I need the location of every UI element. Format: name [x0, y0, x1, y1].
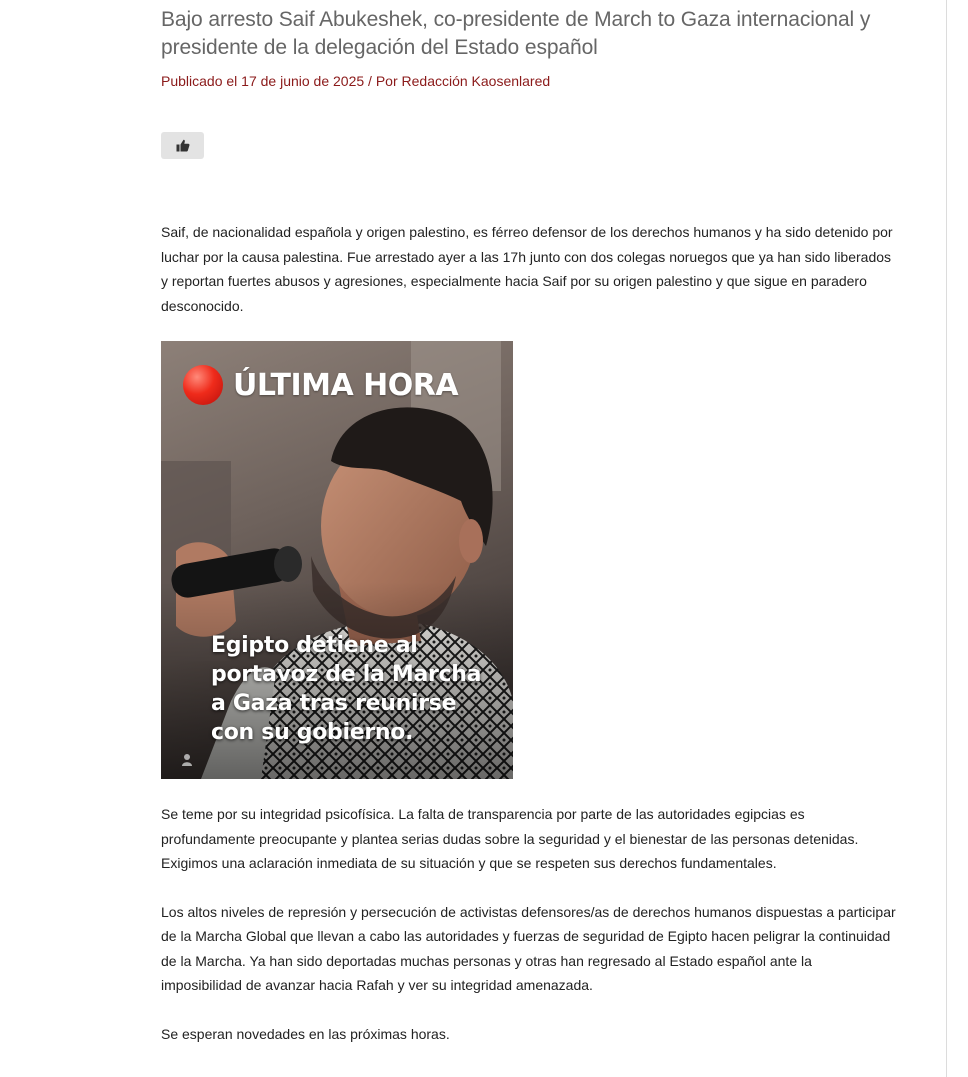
- like-button[interactable]: [161, 132, 204, 159]
- breaking-news-label: [183, 365, 458, 405]
- article-title: Bajo arresto Saif Abukeshek, co-presidente de March to Gaza internacional y presidente de la delegación del Estado español: [161, 8, 871, 59]
- article: [161, 6, 896, 1046]
- article-paragraph: Los altos niveles de represión y persecución de activistas defensores/as de derechos humanos dispuestas a participar de la Marcha Global que llevan a cabo las autoridades y fuerzas de seguridad de Egipto hacen peligrar la continuidad de la Marcha. Ya han sido deportadas muchas personas y otras han regresado al Estado español ante la imposibilidad de avanzar hacia Rafah y ver su integridad amenazada.: [161, 903, 896, 993]
- image-caption-line: portavoz de la Marcha: [211, 662, 482, 687]
- article-meta[interactable]: Publicado el 17 de junio de 2025 / Por Redacción Kaosenlared: [161, 73, 551, 89]
- page-right-border: [946, 0, 947, 1077]
- image-caption-line: a Gaza tras reunirse: [211, 691, 457, 716]
- news-image: [161, 341, 513, 779]
- thumbs-up-icon: [176, 139, 190, 152]
- article-paragraph: Se teme por su integridad psicofísica. La falta de transparencia por parte de las autoridades egipcias es profundamente preocupante y plantea serias dudas sobre la seguridad y el bienestar de las personas detenidas. Exigimos una aclaración inmediata de su situación y que se respeten sus derechos fundamentales.: [161, 806, 859, 871]
- image-caption: [211, 631, 511, 747]
- image-caption-line: Egipto detiene al: [211, 633, 418, 658]
- red-circle-icon: [183, 365, 223, 405]
- breaking-news-text: ÚLTIMA HORA: [233, 367, 459, 403]
- image-caption-line: con su gobierno.: [211, 720, 414, 745]
- article-paragraph: Saif, de nacionalidad española y origen palestino, es férreo defensor de los derechos humanos y ha sido detenido por luchar por la causa palestina. Fue arrestado ayer a las 17h junto con dos colegas noruegos que ya han sido liberados y reportan fuertes abusos y agresiones, especialmente hacia Saif por su origen palestino y que sigue en paradero desconocido.: [161, 224, 893, 314]
- article-paragraph: Se esperan novedades en las próximas horas.: [161, 1025, 450, 1042]
